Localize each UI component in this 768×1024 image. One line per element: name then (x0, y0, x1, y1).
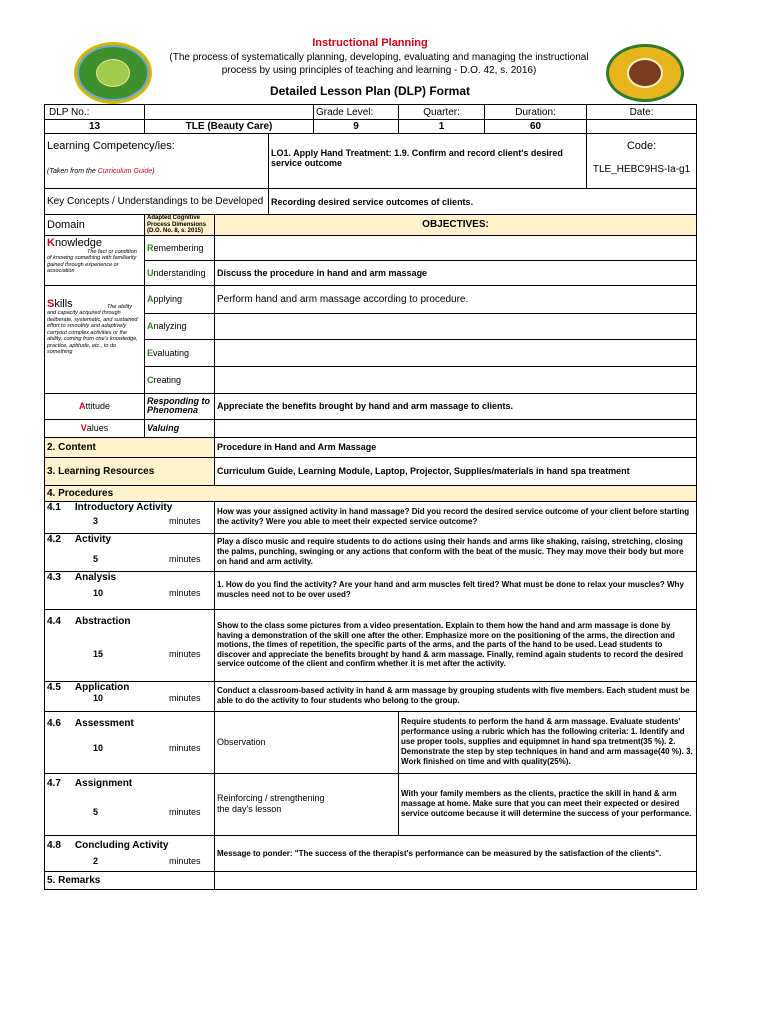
resources-text: Curriculum Guide, Learning Module, Laptop, Projector, Supplies/materials in hand spa treatment (215, 457, 697, 485)
procedure-4-2-label: 4.2 Activity 5 minutes (45, 533, 215, 571)
procedure-4-8-label: 4.8 Concluding Activity 2 minutes (45, 835, 215, 871)
dlp-table (44, 104, 697, 890)
code-value: TLE_HEBC9HS-Ia-g1 (592, 164, 691, 175)
procedure-4-1-label: 4.1 Introductory Activity 3 minutes (45, 501, 215, 533)
dlp-no-value: 13 (45, 120, 145, 134)
analyzing-objective (215, 313, 697, 339)
creating-label: Creating (145, 366, 215, 393)
attitude-dimension: Responding to Phenomena (145, 393, 215, 419)
learning-area-label-cell (145, 105, 314, 120)
procedure-4-4-text: Show to the class some pictures from a video presentation. Explain to them how the hand and arm massage is done by having a demonstration of the skill one after the other. Emphasize more on the positioning of the arms, the direction and motions, the times of repetition, the specific parts of the arms, and the parts of the hand to be used. Lead students to discover and appreciate the benefits brought by hand & arm massage. Finally, remind again students to record the desired service outcome of the client and confirm whether it is met after the activity. (215, 609, 697, 681)
procedure-4-7-label: 4.7 Assignment 5 minutes (45, 773, 215, 835)
procedure-4-3-text: 1. How do you find the activity? Are your hand and arm muscles felt tired? What must be done to relax your muscles? Why muscles need not to be over used? (215, 571, 697, 609)
evaluating-objective (215, 339, 697, 366)
content-label: 2. Content (45, 437, 215, 457)
understanding-label: Understanding (145, 260, 215, 285)
duration-value: 60 (485, 120, 587, 134)
skills-desc: The ability and capacity acquired through deliberate, systematic, and sustained effort to smoothly and adaptively carryout complex activities or the ability, coming from one's knowledge, practice, aptitude, etc., to do something (47, 303, 138, 355)
procedures-label: 4. Procedures (45, 485, 697, 501)
procedure-4-7-text: With your family members as the clients, practice the skill in hand & arm massage at home. Make sure that you can meet their expected or desired service outcome because it will determine the success of your performance. (399, 773, 697, 835)
grade-level-label: Grade Level: (314, 105, 399, 120)
procedure-4-5-text: Conduct a classroom-based activity in hand & arm massage by grouping students with five members. Each student must be able to do the activity to four students who belong to the group. (215, 681, 697, 711)
procedure-4-4-label: 4.4 Abstraction 15 minutes (45, 609, 215, 681)
competency-label-cell (45, 134, 269, 189)
instructional-planning-description: (The process of systematically planning, developing, evaluating and managing the instructional process by using principles of teaching and learning - D.O. 42, s. 2016) (169, 52, 589, 76)
code-label: Code: (626, 140, 657, 152)
date-label: Date: (587, 105, 697, 120)
dlp-format-title: Detailed Lesson Plan (DLP) Format (269, 84, 471, 98)
remembering-label: Remembering (145, 235, 215, 260)
quarter-label: Quarter: (399, 105, 485, 120)
content-text: Procedure in Hand and Arm Massage (215, 437, 697, 457)
procedure-4-5-label: 4.5 Application 10 minutes (45, 681, 215, 711)
procedure-4-8-text: Message to ponder: "The success of the therapist's performance can be measured by the satisfaction of the clients". (215, 835, 697, 871)
quarter-value: 1 (399, 120, 485, 134)
understanding-objective: Discuss the procedure in hand and arm massage (215, 260, 697, 285)
procedure-4-6-method: Observation (215, 711, 399, 773)
objectives-label: OBJECTIVES: (215, 215, 697, 236)
skills-cell: Skills The ability and capacity acquired through deliberate, systematic, and sustained effort to smoothly and adaptively carryout complex activities or the ability, coming from one's knowledge, practice, aptitude, etc., to do something (45, 285, 145, 393)
knowledge-cell: Knowledge The fact or condition of knowing something with familiarity gained through experience or association (45, 235, 145, 285)
creating-objective (215, 366, 697, 393)
competency-text: LO1. Apply Hand Treatment: 1.9. Confirm and record client's desired service outcome (269, 134, 587, 189)
dlp-no-label: DLP No.: (45, 105, 145, 120)
procedure-4-3-label: 4.3 Analysis 10 minutes (45, 571, 215, 609)
procedure-4-7-method: Reinforcing / strengthening the day's lesson (215, 773, 399, 835)
code-cell (587, 134, 697, 189)
duration-label: Duration: (485, 105, 587, 120)
domain-label: Domain (45, 215, 145, 236)
values-dimension: Valuing (145, 419, 215, 437)
values-objective (215, 419, 697, 437)
remembering-objective (215, 235, 697, 260)
knowledge-desc: The fact or condition of knowing something with familiarity gained through experience or association (47, 248, 137, 274)
remarks-label: 5. Remarks (45, 871, 215, 889)
procedure-4-6-label: 4.6 Assessment 10 minutes (45, 711, 215, 773)
key-concepts-text: Recording desired service outcomes of clients. (269, 189, 697, 215)
evaluating-label: Evaluating (145, 339, 215, 366)
grade-level-value: 9 (314, 120, 399, 134)
key-concepts-label: Key Concepts / Understandings to be Developed (45, 189, 269, 215)
applying-label: Applying (145, 285, 215, 313)
procedure-4-2-text: Play a disco music and require students to do actions using their hands and arms like shaking, raising, stretching, closing the palms, punching, swinging or any actions that conform with the beat of the music. They may move their body but more on hand and arm activity. (215, 533, 697, 571)
taken-from-note: (Taken from the Curriculum Guide) (47, 168, 155, 175)
instructional-planning-title: Instructional Planning (312, 37, 428, 49)
analyzing-label: Analyzing (145, 313, 215, 339)
dimensions-label: Adapted Cognitive Process Dimensions (D.O. No. 8, s. 2015) (145, 215, 215, 236)
date-value (587, 120, 697, 134)
procedure-4-1-text: How was your assigned activity in hand massage? Did you record the desired service outcome of your client before starting the activity? Were you able to meet their expected service outcome? (215, 501, 697, 533)
procedure-4-6-text: Require students to perform the hand & arm massage. Evaluate students' performance using a rubric which has the following criteria: 1. Identify and use proper tools, supplies and equipmnet in hand spa tretment(35 %). 2. Demonstrate the step by step techniques in hand and arm massage(40 %). 3. Work finished on time and with quality(25%). (399, 711, 697, 773)
attitude-objective: Appreciate the benefits brought by hand and arm massage to clients. (215, 393, 697, 419)
competency-label: Learning Competency/ies: (47, 140, 175, 152)
attitude-label: Attitude (45, 393, 145, 419)
resources-label: 3. Learning Resources (45, 457, 215, 485)
document-header (0, 0, 768, 104)
values-label: Values (45, 419, 145, 437)
remarks-text (215, 871, 697, 889)
applying-objective: Perform hand and arm massage according to procedure. (215, 285, 697, 313)
learning-area-value: TLE (Beauty Care) (145, 120, 314, 134)
